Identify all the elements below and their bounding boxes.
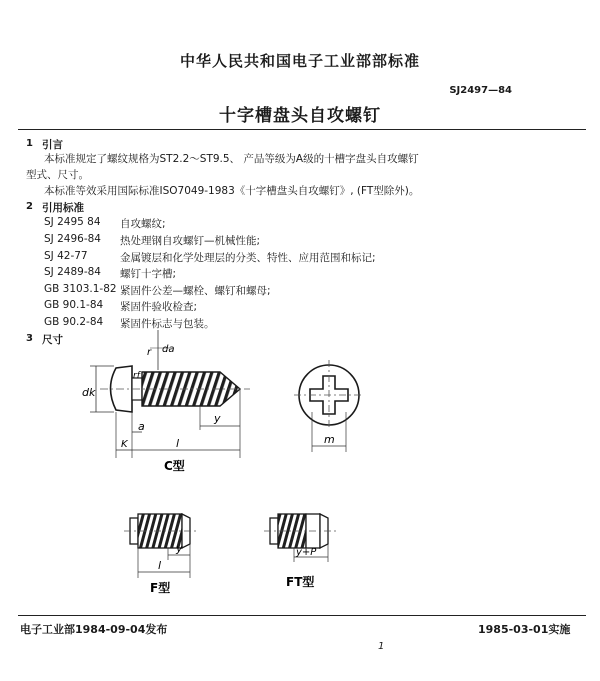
label-k: K [121,439,128,450]
ft-label-y-plus-p: y+P [296,547,317,558]
label-da: da [162,344,175,355]
footer-rule [18,615,586,616]
label-l: l [176,437,180,450]
reference-title: 螺钉十字槽; [120,268,177,280]
ft-type-view [264,514,336,589]
section-2-title: 引用标准 [42,202,84,214]
reference-title: 自攻螺纹; [120,218,166,230]
reference-title: 紧固件验收检查; [120,301,198,313]
reference-code: SJ 2496-84 [44,233,101,245]
label-dk: dk [82,386,96,399]
reference-code: SJ 2495 84 [44,216,101,228]
f-label-l: l [158,559,162,572]
effective-date: 1985-03-01实施 [478,623,571,636]
head-top-view [294,360,364,452]
reference-code: GB 90.2-84 [44,316,104,328]
page-mark: 1 [378,641,385,652]
section-1-paragraph-1-cont: 型式、尺寸。 [26,169,89,181]
label-y: y [214,412,221,425]
f-label-y: y [176,542,183,555]
reference-title: 金属镀层和化学处理层的分类、特性、应用范围和标记; [120,252,376,264]
section-3-title: 尺寸 [42,334,63,346]
issuing-organization: 中华人民共和国电子工业部部标准 [179,52,420,70]
reference-code: SJ 42-77 [44,250,88,262]
section-1-paragraph-2: 本标准等效采用国际标准ISO7049-1983《十字槽盘头自攻螺钉》, (FT型除外)。 [44,185,420,197]
section-1-title: 引言 [42,139,63,151]
reference-code: SJ 2489-84 [44,266,101,278]
section-3-number: 3 [26,333,33,344]
label-m: m [324,433,335,446]
reference-title: 热处理钢自攻螺钉—机械性能; [120,235,261,247]
section-2-number: 2 [26,201,33,212]
standard-code: SJ2497—84 [449,85,512,96]
document-title: 十字槽盘头自攻螺钉 [219,106,381,126]
reference-code: GB 90.1-84 [44,299,104,311]
section-1-number: 1 [26,138,33,149]
reference-title: 紧固件标志与包装。 [120,318,215,330]
reference-code: GB 3103.1-82 [44,283,117,295]
label-rf: rf [133,371,140,381]
c-type-caption: C型 [164,459,185,473]
issue-date: 电子工业部1984-09-04发布 [20,623,168,636]
f-type-caption: F型 [150,581,171,595]
label-r: r [147,347,152,358]
reference-title: 紧固件公差—螺栓、螺钉和螺母; [120,285,271,297]
f-type-view [124,514,198,595]
section-1-paragraph-1: 本标准规定了螺纹规格为ST2.2～ST9.5、 产品等级为A级的十槽字盘头自攻螺钉 [44,153,419,165]
ft-type-caption: FT型 [286,575,315,589]
label-a: a [138,420,145,433]
c-type-side-view [100,366,250,412]
